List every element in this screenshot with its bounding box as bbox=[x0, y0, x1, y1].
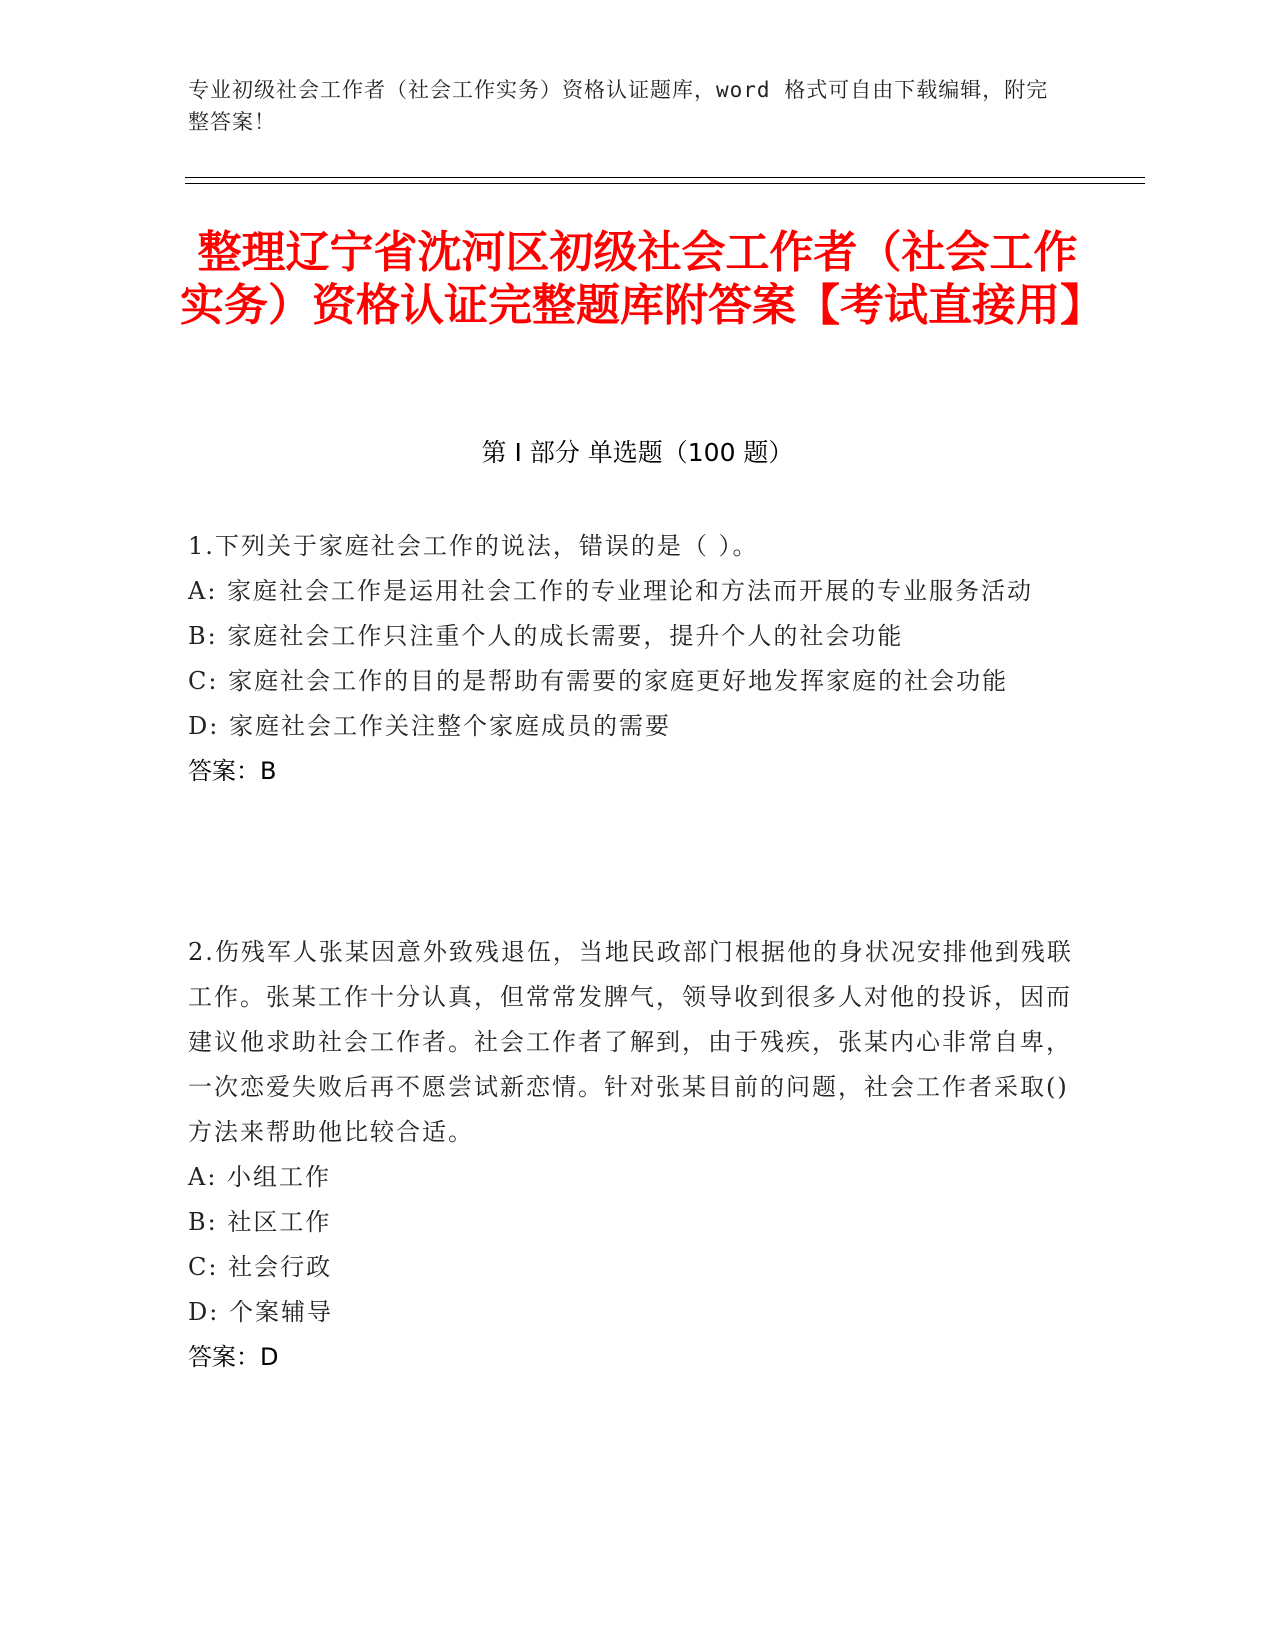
option-b: B: 社区工作 bbox=[188, 1208, 332, 1236]
option-c: C: 社会行政 bbox=[188, 1253, 333, 1281]
option-b: B: 家庭社会工作只注重个人的成长需要，提升个人的社会功能 bbox=[188, 622, 904, 650]
question-1 bbox=[188, 524, 1078, 794]
question-2 bbox=[188, 930, 1078, 1380]
answer: 答案：B bbox=[188, 757, 277, 785]
option-a: A: 家庭社会工作是运用社会工作的专业理论和方法而开展的专业服务活动 bbox=[188, 577, 1034, 605]
option-d: D: 家庭社会工作关注整个家庭成员的需要 bbox=[188, 712, 671, 740]
document-title: 整理辽宁省沈河区初级社会工作者（社会工作实务）资格认证完整题库附答案【考试直接用】 bbox=[180, 227, 1104, 331]
section-title: 第 I 部分 单选题（100 题） bbox=[481, 438, 794, 467]
option-c: C: 家庭社会工作的目的是帮助有需要的家庭更好地发挥家庭的社会功能 bbox=[188, 667, 1009, 695]
option-a: A: 小组工作 bbox=[188, 1163, 332, 1191]
header-divider-top bbox=[185, 177, 1145, 178]
header-divider-bottom bbox=[185, 183, 1145, 184]
header-note: 专业初级社会工作者（社会工作实务）资格认证题库，word 格式可自由下载编辑，附完整答案！ bbox=[188, 78, 1049, 134]
option-d: D: 个案辅导 bbox=[188, 1298, 333, 1326]
answer: 答案：D bbox=[188, 1343, 279, 1371]
question-stem: 2.伤残军人张某因意外致残退伍，当地民政部门根据他的身状况安排他到残联工作。张某工作十分认真，但常常发脾气，领导收到很多人对他的投诉，因而建议他求助社会工作者。社会工作者了解到，由于残疾，张某内心非常自卑，一次恋爱失败后再不愿尝试新恋情。针对张某目前的问题，社会工作者采取()方法来帮助他比较合适。 bbox=[188, 938, 1073, 1146]
question-stem: 1.下列关于家庭社会工作的说法，错误的是（ ）。 bbox=[188, 532, 759, 560]
